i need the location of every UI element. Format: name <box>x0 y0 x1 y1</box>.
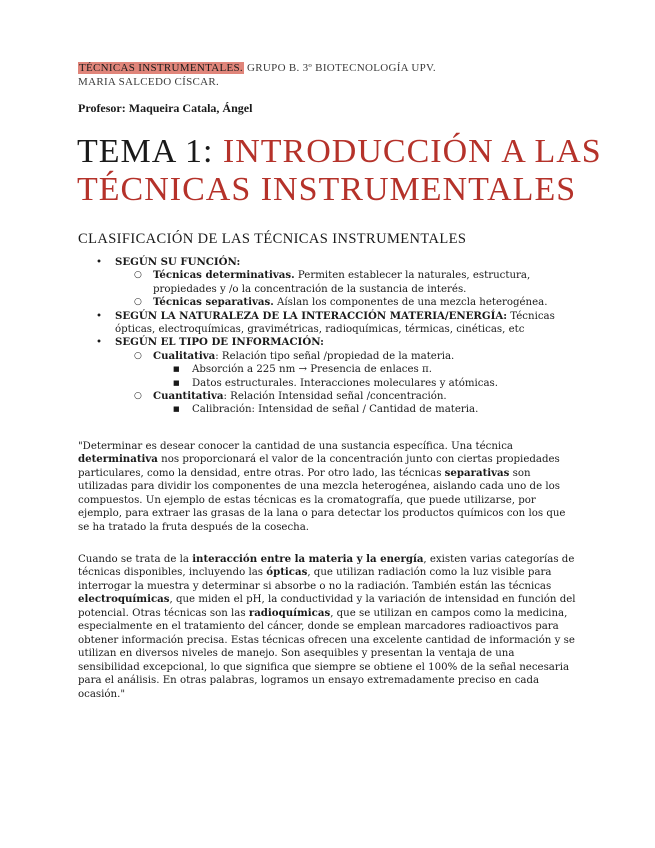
list-item-cualitativa <box>115 350 578 390</box>
title-main-line2: TÉCNICAS INSTRUMENTALES <box>77 171 577 208</box>
cualitativa-text: : Relación tipo señal /propiedad de la materia. <box>215 350 455 362</box>
tipo-label: SEGÚN EL TIPO DE INFORMACIÓN: <box>115 336 324 349</box>
text-run: son utilizadas para dividir los componentes de una mezcla heterogénea, aislando cada uno de los compuestos. Un ejemplo de estas técnicas es la cromatografía, que puede utilizarse, por ejemplo, para extraer las grasas de la lana o para detectar los productos químicos con los que se ha tratado la fruta después de la cosecha. <box>78 467 566 533</box>
course-highlight: TÉCNICAS INSTRUMENTALES. <box>79 62 243 74</box>
bold-term: radioquímicas <box>248 606 331 619</box>
list-item-cuantitativa <box>115 390 578 417</box>
paragraph-determinar <box>78 440 578 534</box>
author-name: MARIA SALCEDO CÍSCAR. <box>78 75 220 88</box>
cuantitativa-term: Cuantitativa <box>153 390 224 403</box>
text-run: , que miden el pH, la conductividad y la variación de intensidad en función del potencial. Otras técnicas son las <box>78 594 576 619</box>
title-prefix: TEMA 1: <box>77 133 223 170</box>
list-item-separativas <box>115 296 578 309</box>
bold-term: electroquímicas <box>78 593 170 606</box>
document-header <box>78 62 618 89</box>
list-item: ■ Datos estructurales. Interacciones moleculares y atómicas. <box>153 377 578 390</box>
bold-term: separativas <box>444 466 510 479</box>
text-run: nos proporcionará el valor de la concentración junto con ciertas propiedades particulares, como la densidad, entre otras. Por otro lado, las técnicas <box>78 454 560 479</box>
section-heading: CLASIFICACIÓN DE LAS TÉCNICAS INSTRUMENTALES <box>78 231 467 247</box>
separativas-text: Aíslan los componentes de una mezcla heterogénea. <box>273 297 548 309</box>
cualitativa-term: Cualitativa <box>153 349 216 362</box>
text-run: Cuando se trata de la <box>78 554 193 565</box>
cuantitativa-text: : Relación Intensidad señal /concentración. <box>223 391 447 403</box>
classification-list <box>78 256 578 417</box>
page-title <box>77 133 637 209</box>
funcion-label: SEGÚN SU FUNCIÓN: <box>115 256 241 268</box>
text-run: , que se utilizan en campos como la medicina, especialmente en el tratamiento del cáncer, donde se emplean marcadores radioactivos para obtener información precisa. Estas técnicas ofrecen una excelente cantidad de información y se utilizan en diversos niveles de manejo. Son asequibles y presentan la ventaja de una sensibilidad excepcional, lo que significa que siempre se obtiene el 100% de la señal necesaria para el análisis. En otras palabras, logramos un ensayo extremadamente preciso en cada ocasión." <box>78 607 575 700</box>
title-main-line1: INTRODUCCIÓN A LAS <box>222 133 602 170</box>
naturaleza-text: Técnicas ópticas, electroquímicas, gravimétricas, radioquímicas, térmicas, cinéticas, etc <box>115 310 555 336</box>
list-item-funcion <box>78 256 578 310</box>
course-group: GRUPO B. 3º BIOTECNOLOGÍA UPV. <box>244 62 436 74</box>
list-item-determinativas <box>115 269 578 296</box>
text-run: "Determinar es desear conocer la cantidad de una sustancia específica. Una técnica <box>78 441 513 452</box>
naturaleza-label: SEGÚN LA NATURALEZA DE LA INTERACCIÓN MATERIA/ENERGÍA: <box>115 309 508 322</box>
bold-term: determinativa <box>78 453 158 466</box>
bold-term: interacción entre la materia y la energía <box>192 553 424 565</box>
list-item: ■ Calibración: Intensidad de señal / Cantidad de materia. <box>153 403 578 416</box>
list-item: ■ Absorción a 225 nm → Presencia de enlaces π. <box>153 363 578 376</box>
paragraph-interaccion <box>78 553 578 701</box>
determinativas-text: Permiten establecer la naturales, estructura, propiedades y /o la concentración de la sustancia de interés. <box>153 270 531 295</box>
text-run: , que utilizan radiación como la luz visible para interrogar la muestra y determinar si absorbe o no la radiación. También están las técnicas <box>78 567 552 592</box>
determinativas-term: Técnicas determinativas. <box>153 269 295 282</box>
list-item-tipo <box>78 336 578 416</box>
separativas-term: Técnicas separativas. <box>153 296 274 309</box>
text-run: , existen varias categorías de técnicas disponibles, incluyendo las <box>78 554 575 579</box>
list-item-naturaleza <box>78 310 578 337</box>
bold-term: ópticas <box>266 566 308 579</box>
professor-line: Profesor: Maqueira Catala, Ángel <box>78 101 253 115</box>
